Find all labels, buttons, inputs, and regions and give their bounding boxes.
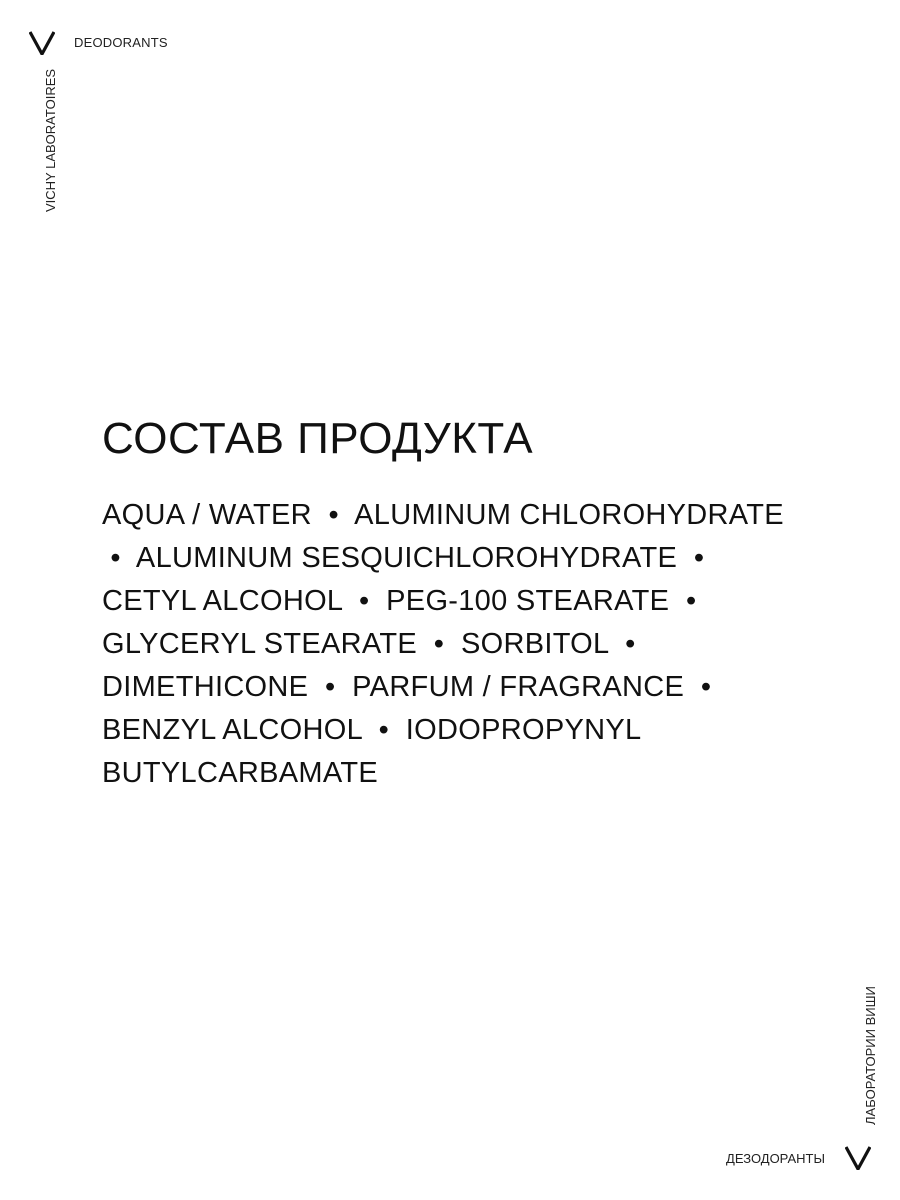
ingredients-list xyxy=(102,494,784,795)
page-title: СОСТАВ ПРОДУКТА xyxy=(102,414,534,463)
ingredients-line: BUTYLCARBAMATE xyxy=(102,757,378,789)
vichy-logo-icon xyxy=(29,31,55,55)
ingredients-line: BENZYL ALCOHOL • IODOPROPYNYL xyxy=(102,714,642,746)
vichy-logo-icon xyxy=(845,1146,871,1170)
ingredients-line: GLYCERYL STEARATE • SORBITOL • xyxy=(102,628,636,660)
ingredients-line: DIMETHICONE • PARFUM / FRAGRANCE • xyxy=(102,671,712,703)
ingredients-line: AQUA / WATER • ALUMINUM CHLOROHYDRATE xyxy=(102,499,784,531)
brand-label-ru: ЛАБОРАТОРИИ ВИШИ xyxy=(863,986,878,1125)
brand-label: VICHY LABORATOIRES xyxy=(43,68,58,212)
ingredients-line: CETYL ALCOHOL • PEG-100 STEARATE • xyxy=(102,585,697,617)
ingredients-line: • ALUMINUM SESQUICHLOROHYDRATE • xyxy=(102,542,705,574)
category-label-ru: ДЕЗОДОРАНТЫ xyxy=(726,1151,825,1166)
category-label: DEODORANTS xyxy=(74,35,168,50)
